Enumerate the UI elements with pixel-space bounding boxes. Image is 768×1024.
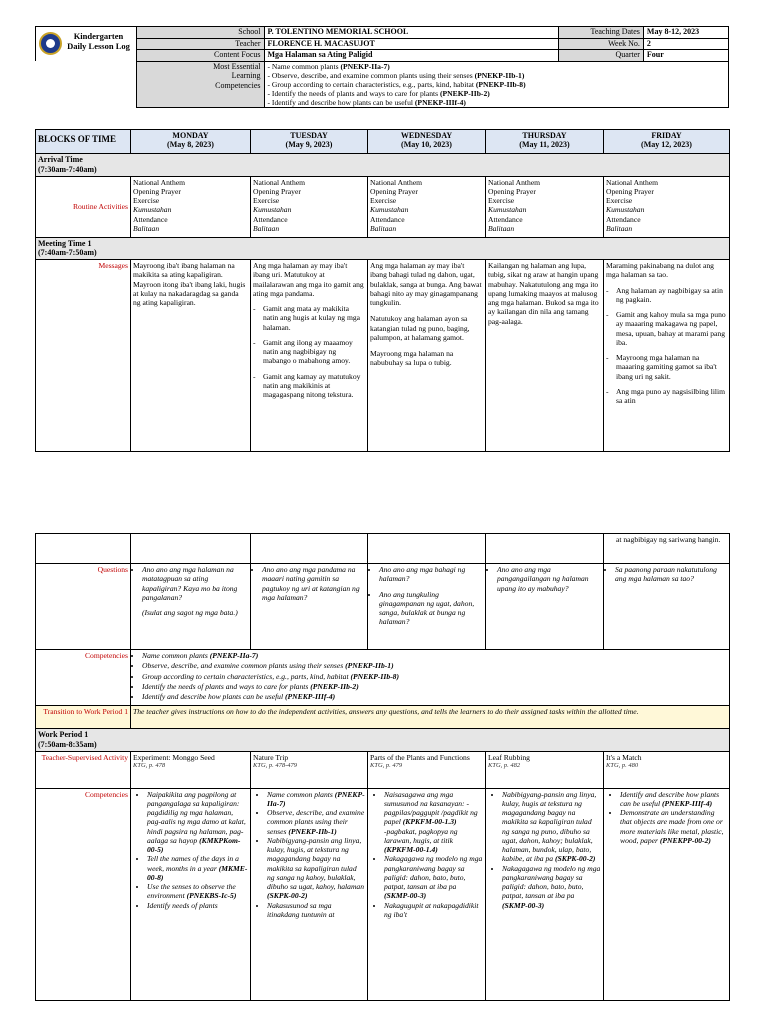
activity-friday: It's a Match KTG, p. 480 (604, 751, 730, 788)
routine-item: National Anthem (133, 177, 186, 187)
routine-item: Kumustahan (133, 205, 172, 215)
list-item: • Nabibigyang-pansin ang linya, kulay, hugis at tekstura ng magagandang bagay na makikita sa kapaligiran tulad ng sanga ng puno, dibuho sa ugat, dahon, kahoy; bulaklak, halaman, bundok, ulap, bato, kabibe, at iba pa (SKPK-00-2) (502, 790, 601, 864)
mel-item: - Group according to certain characteristics, e.g., parts, kind, habitat (PNEKP-IIb-8) (267, 79, 526, 89)
list-item: • Tell the names of the days in a week, months in a year (MKME-00-8) (147, 854, 248, 882)
competency-code: (SKMP-00-3) (384, 891, 427, 901)
list-item: - Mayroong mga halaman na maaaring gamiting gamot sa iba't ibang uri ng sakit. (606, 353, 727, 381)
routine-item: Balitaan (488, 223, 515, 233)
routine-item: Kumustahan (606, 205, 645, 215)
transition-label: Transition to Work Period 1 (36, 706, 131, 729)
routine-item: Kumustahan (488, 205, 527, 215)
routine-item: Opening Prayer (370, 186, 418, 196)
list-item: • Nakagagawa ng modelo ng mga pangkaraniwang bagay sa paligid: dahon, bato, buto, patpat, tansan at iba pa (SKMP-00-3) (502, 864, 601, 910)
competency-code: (PNEKBS-Ic-5) (186, 891, 237, 901)
routine-wednesday (368, 176, 486, 237)
routine-item: Attendance (488, 214, 523, 224)
list-item: - Ang halaman ay nagbibigay sa atin ng pagkain. (606, 286, 727, 305)
activity-wednesday: Parts of the Plants and Functions KTG, p. 479 (368, 751, 486, 788)
page-1 (35, 26, 729, 452)
routine-item: Exercise (370, 196, 397, 206)
routine-item: Opening Prayer (253, 186, 301, 196)
day-header-thursday: THURSDAY (May 11, 2023) (486, 130, 604, 154)
message-friday-continued: at nagbibigay ng sariwang hangin. (604, 534, 730, 564)
routine-item: Balitaan (133, 223, 160, 233)
competency-code: (SKMP-00-3) (502, 900, 545, 910)
competency-code: (PNEKPP-00-2) (659, 835, 711, 845)
school-label: School (136, 27, 264, 39)
doc-title: Daily Lesson Log (67, 41, 130, 52)
routine-item: Exercise (133, 196, 160, 206)
day-header-monday: MONDAY (May 8, 2023) (131, 130, 251, 154)
header-title-cell (36, 27, 137, 62)
list-item: • Naisasagawa ang mga sumusunod na kasanayan: -pagpilas/paggupit /pagdikit ng papel (KPKFM-00-1.3) (384, 790, 483, 827)
dates-label: Teaching Dates (558, 27, 643, 39)
schedule-table-page2 (35, 533, 730, 1001)
list-item: • Demonstrate an understanding that objects are made from one or more materials like metal, plastic, wood, paper (PNEKPP-00-2) (620, 808, 727, 845)
list-item: • Group according to certain characteristics, e.g., parts, kind, habitat (PNEKP-IIb-8) (142, 672, 727, 681)
activity-thursday: Leaf Rubbing KTG, p. 482 (486, 751, 604, 788)
competency-code: (PNEKP-IIIf-4) (285, 692, 336, 701)
teacher-label: Teacher (136, 38, 264, 50)
work-competencies-thursday (486, 788, 604, 1000)
school-value: P. TOLENTINO MEMORIAL SCHOOL (264, 27, 558, 39)
list-item: - Gamit ang ilong ay maaamoy natin ang nagbibigay ng mabango o mabahong amoy. (253, 338, 365, 366)
day-header-friday: FRIDAY (May 12, 2023) (604, 130, 730, 154)
routine-item: Attendance (606, 214, 641, 224)
routine-item: Balitaan (253, 223, 280, 233)
mel-item: - Identify and describe how plants can be useful (PNEKP-IIIf-4) (267, 97, 466, 107)
list-item: -pagbakat, pagkopya ng larawan, hugis, at titik (KPKFM-00-1.4) (384, 826, 458, 854)
routine-item: Exercise (606, 196, 633, 206)
teacher-value: FLORENCE H. MACASUJOT (264, 38, 558, 50)
mel-item: - Name common plants (PNEKP-IIa-7) (267, 61, 390, 71)
schedule-table-page1 (35, 129, 730, 452)
routine-item: Exercise (253, 196, 280, 206)
section-meeting: Meeting Time 1 (7:40am-7:50am) (36, 237, 730, 260)
routine-monday (131, 176, 251, 237)
list-item: • Naipakikita ang pagpilong at pangangalaga sa kapaligiran: pagdidilig ng mga halaman, pag-aalis ng mga damo at kalat, hindi pagsira ng halaman, pag-aalaga sa hayop (KMKPKom-00-5) (147, 790, 248, 855)
message-friday: Maraming pakinabang na dulot ang mga halaman sa tao. - Ang halaman ay nagbibigay sa atin ng pagkain. - Gamit ang kahoy mula sa mga puno ay maaaring makagawa ng papel, mesa, upuan, bahay at marami pang iba. - Mayroong mga halaman na maaaring gamiting gamot sa iba't ibang uri ng sakit. - Ang mga puno ay nagsisilbing lilim sa atin (604, 260, 730, 452)
list-item: • Nabibigyang-pansin ang linya, kulay, hugis, at tekstura ng magagandang bagay na makikita sa kapaligiran tulad ng sanga ng kahoy, bulaklak, dibuho sa ugat, kahoy, halaman (SKPK-00-2) (267, 836, 365, 901)
list-item: • Observe, describe, and examine common plants using their senses (PNEKP-IIb-1) (267, 808, 365, 836)
quarter-value: Four (643, 50, 728, 62)
routine-tuesday (251, 176, 368, 237)
week-value: 2 (643, 38, 728, 50)
focus-value: Mga Halaman sa Ating Paligid (264, 50, 558, 62)
messages-label: Messages (36, 260, 131, 452)
routine-item: Balitaan (606, 223, 633, 233)
competency-code: (PNEKP-IIIf-4) (661, 798, 713, 808)
section-work-period: Work Period 1 (7:50am-8:35am) (36, 729, 730, 752)
competencies-label: Competencies (36, 650, 131, 706)
mel-label: Most Essential Learning Competencies (136, 61, 264, 108)
competency-code: (PNEKP-IIa-7) (209, 651, 259, 660)
routine-item: Attendance (370, 214, 405, 224)
message-tuesday: Ang mga halaman ay may iba't ibang uri. Matutukoy at mailalarawan ang mga ito gamit ang ating mga pandama. - Gamit ang mata ay makikita natin ang hugis at kulay ng mga halaman. - Gamit ang ilong ay maaamoy natin ang nagbibigay ng mabango o mabahong amoy. - Gamit ang kamay ay matutukoy natin ang makikinis at magagaspang nitong tekstura. (251, 260, 368, 452)
routine-item: National Anthem (606, 177, 659, 187)
week-label: Week No. (558, 38, 643, 50)
competencies-list (131, 650, 730, 706)
section-arrival: Arrival Time (7:30am-7:40am) (36, 154, 730, 177)
transition-text: The teacher gives instructions on how to do the independent activities, answers any questions, and tells the learners to do their assigned tasks within the allotted time. (131, 706, 730, 729)
list-item: • Nakagugupit at nakapagdidikit ng iba't (384, 901, 483, 920)
question-thursday: • Ano ano ang mga pangangailangan ng halaman upang ito ay mabuhay? (486, 564, 604, 650)
message-thursday: Kailangan ng halaman ang lupa, tubig, sikat ng araw at hangin upang mabuhay. Nakatutulong ang mga ito upang lumaking maayos at malusog ang mga halaman. Bukod sa mga ito ay kailangan din nila ang tamang pag-aalaga. (486, 260, 604, 452)
routine-item: Exercise (488, 196, 515, 206)
competency-code: (SKPK-00-2) (267, 891, 308, 901)
grade-title: Kindergarten (73, 31, 124, 41)
message-wednesday: Ang mga halaman ay may iba't ibang bahagi tulad ng dahon, ugat, bulaklak, sanga at bunga. Ang bawat bahagi nito ay may ginagampanang tungkulin. Natutukoy ang halaman ayon sa katangian tulad ng puno, baging, palumpon, at halamang gamot. Mayroong mga halaman na nabubuhay sa lupa o tubig. (368, 260, 486, 452)
routine-item: Kumustahan (370, 205, 409, 215)
questions-label: Questions (36, 564, 131, 650)
competency-code: (PNEKP-IIb-1) (345, 661, 394, 671)
list-item: - Gamit ang mata ay makikita natin ang hugis at kulay ng mga halaman. (253, 304, 365, 332)
competency-code: (PNEKP-IIa-7) (267, 789, 365, 808)
teacher-supervised-label: Teacher-Supervised Activity (36, 751, 131, 788)
quarter-label: Quarter (558, 50, 643, 62)
list-item: • Nakagagawa ng modelo ng mga pangkaraniwang bagay sa paligid: dahon, bato, buto, patpat, tansan at iba pa (SKMP-00-3) (384, 854, 483, 900)
question-wednesday: • Ano ano ang mga bahagi ng halaman? • Ano ang tungkuling ginagampanan ng ugat, dahon, sanga, bulaklak at bunga ng halaman? (368, 564, 486, 650)
list-item: - Gamit ang kamay ay matutukoy natin ang makikinis at magagaspang nitong tekstura. (253, 372, 365, 400)
routine-item: Attendance (253, 214, 288, 224)
activity-tuesday: Nature Trip KTG, p. 478-479 (251, 751, 368, 788)
routine-item: National Anthem (370, 177, 423, 187)
competency-code: (KMKPKom-00-5) (147, 835, 241, 854)
mel-list (264, 61, 729, 108)
dates-value: May 8-12, 2023 (643, 27, 728, 39)
work-competencies-monday (131, 788, 251, 1000)
routine-friday (604, 176, 730, 237)
mel-item: - Observe, describe, and examine common plants using their senses (PNEKP-IIb-1) (267, 70, 525, 80)
routine-item: Attendance (133, 214, 168, 224)
routine-item: Opening Prayer (488, 186, 536, 196)
competency-code: (SKPK-00-2) (554, 854, 596, 864)
mel-item: - Identify the needs of plants and ways to care for plants (PNEKP-IIb-2) (267, 88, 490, 98)
competency-code: (MKME-00-8) (147, 863, 248, 882)
work-competencies-friday (604, 788, 730, 1000)
routine-thursday (486, 176, 604, 237)
work-competencies-label: Competencies (36, 788, 131, 1000)
competency-code: (PNEKP-IIb-2) (310, 681, 359, 691)
routine-item: National Anthem (488, 177, 541, 187)
competency-code: (PNEKP-IIb-1) (288, 826, 337, 836)
list-item: • Nakasusunod sa mga itinakdang tuntunin at (267, 901, 365, 920)
competency-code: (KPKFM-00-1.4) (384, 845, 438, 854)
list-item: • Observe, describe, and examine common plants using their senses (PNEKP-IIb-1) (142, 661, 727, 670)
competency-code: (PNEKP-IIb-8) (350, 671, 399, 681)
day-header-wednesday: WEDNESDAY (May 10, 2023) (368, 130, 486, 154)
list-item: • Identify and describe how plants can be useful (PNEKP-IIIf-4) (620, 790, 727, 809)
activity-monday: Experiment: Monggo Seed KTG, p. 478 (131, 751, 251, 788)
work-competencies-wednesday (368, 788, 486, 1000)
list-item: • Name common plants (PNEKP-IIa-7) (267, 790, 365, 809)
routine-label: Routine Activities (36, 176, 131, 237)
list-item: • Identify needs of plants (147, 901, 248, 910)
routine-item: Opening Prayer (133, 186, 181, 196)
work-competencies-tuesday (251, 788, 368, 1000)
message-monday: Mayroong iba't ibang halaman na makikita sa ating kapaligiran. Mayroon itong iba't ibang laki, hugis at kulay na nakadaragdag sa ganda ng ating kapaligiran. (131, 260, 251, 452)
routine-item: Balitaan (370, 223, 397, 233)
blocks-of-time-header: BLOCKS OF TIME (36, 130, 131, 154)
question-friday: • Sa paanong paraan nakatutulong ang mga halaman sa tao? (604, 564, 730, 650)
list-item: - Ang mga puno ay nagsisilbing lilim sa atin (606, 387, 727, 406)
routine-item: Opening Prayer (606, 186, 654, 196)
list-item: • Identify the needs of plants and ways to care for plants (PNEKP-IIb-2) (142, 682, 727, 691)
list-item: • Identify and describe how plants can be useful (PNEKP-IIIf-4) (142, 692, 727, 701)
list-item: • Name common plants (PNEKP-IIa-7) (142, 651, 727, 660)
routine-item: Kumustahan (253, 205, 292, 215)
question-monday: • Ano ano ang mga halaman na matatagpuan sa ating kapaligiran? Kaya mo ba itong pangalanan? (Isulat ang sagot ng mga bata.) (131, 564, 251, 650)
list-item: • Use the senses to observe the environment (PNEKBS-Ic-5) (147, 882, 248, 901)
competency-code: (KPKFM-00-1.3) (402, 817, 457, 827)
focus-label: Content Focus (136, 50, 264, 62)
question-tuesday: • Ano ano ang mga pandama na maaari nating gamitin sa pagtukoy ng uri at katangian ng mga halaman? (251, 564, 368, 650)
deped-seal-icon (39, 32, 62, 55)
header-table (35, 26, 729, 108)
routine-item: National Anthem (253, 177, 306, 187)
list-item: - Gamit ang kahoy mula sa mga puno ay maaaring makagawa ng papel, mesa, upuan, bahay at marami pang iba. (606, 310, 727, 347)
day-header-tuesday: TUESDAY (May 9, 2023) (251, 130, 368, 154)
page-2 (35, 533, 729, 1001)
